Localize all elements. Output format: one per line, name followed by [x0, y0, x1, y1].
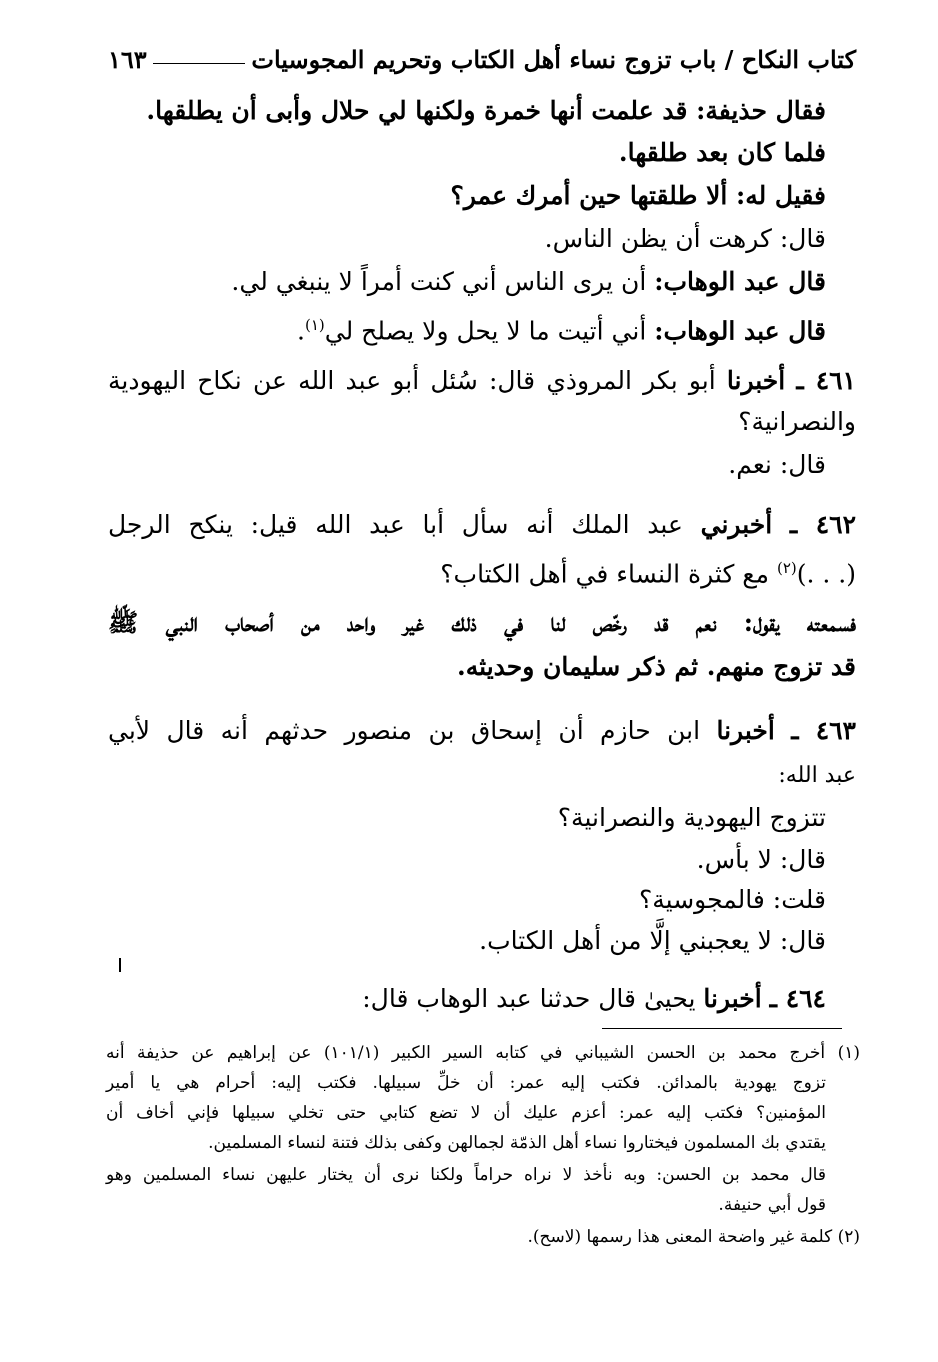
footnote-ref-1: (١) — [305, 316, 325, 334]
paragraph-463-line-3: تتزوج اليهودية والنصرانية؟ — [557, 803, 826, 832]
page-number: ١٦٣ — [108, 45, 147, 74]
narration-text: ابن حازم أن إسحاق بن منصور حدثهم أنه قال لأبي — [108, 716, 701, 745]
paragraph-461-line-3: قال: نعم. — [728, 450, 826, 479]
narration-text: أبو بكر المروذي قال: سُئل أبو عبد الله عن نكاح اليهودية — [108, 366, 716, 395]
footnote-1-line-5: قال محمد بن الحسن: وبه نأخذ لا نراه حراماً ولكنا نرى أن يختار عليهن نساء المسلمين وهو — [106, 1165, 826, 1185]
narration-keyword: أخبرني — [700, 510, 773, 539]
paragraph-461-line-2: والنصرانية؟ — [738, 407, 856, 436]
quote-text: أن يرى الناس أني كنت أمراً لا ينبغي لي. — [231, 267, 647, 296]
footnote-separator — [602, 1028, 842, 1029]
narration-keyword: أخبرنا — [726, 366, 786, 395]
narration-keyword: أخبرنا — [716, 716, 775, 745]
text-line-2: فلما كان بعد طلقها. — [618, 138, 826, 167]
paragraph-463-line-1 — [108, 712, 856, 750]
paragraph-461-line-1 — [108, 362, 856, 400]
text-line-1: فقال حذيفة: قد علمت أنها خمرة ولكنها لي حلال وأبى أن يطلقها. — [146, 96, 826, 125]
margin-mark — [119, 958, 121, 972]
item-number: ٤٦١ ـ — [796, 366, 856, 395]
paragraph-463-line-5: قلت: فالمجوسية؟ — [639, 885, 826, 914]
item-number: ٤٦٤ ـ — [769, 984, 826, 1013]
paragraph-463-line-6: قال: لا يعجبني إلَّا من أهل الكتاب. — [479, 926, 826, 955]
paragraph-462-line-3: فسمعته يقول: نعم قد رخّص لنا في ذلك غير واحد من أصحاب النبي ﷺ — [108, 608, 856, 637]
paragraph-462-line-4: قد تزوج منهم. ثم ذكر سليمان وحديثه. — [457, 652, 856, 681]
footnote-2-line-1: (٢) كلمة غير واضحة المعنى هذا رسمها (لاسح). — [527, 1227, 860, 1247]
unclear-word: (. . .) — [796, 559, 856, 589]
paragraph-463-line-4: قال: لا بأس. — [696, 845, 826, 874]
footnote-1-line-1: (١) أخرج محمد بن الحسن الشيباني في كتابه السير الكبير (١٠١/١) عن إبراهيم عن حذيفة أنه — [106, 1043, 860, 1063]
paragraph-462-line-1 — [108, 506, 856, 544]
text-line-4: قال: كرهت أن يظن الناس. — [544, 224, 826, 253]
item-number: ٤٦٣ ـ — [791, 716, 856, 745]
narration-text: مع كثرة النساء في أهل الكتاب؟ — [440, 559, 770, 589]
text-line-5 — [231, 263, 826, 301]
header-title: كتاب النكاح / باب تزوج نساء أهل الكتاب وتحريم المجوسيات — [251, 45, 856, 74]
paragraph-462-line-2 — [440, 549, 856, 593]
footnote-1-line-4: يقتدي بك المسلمون فيختاروا نساء أهل الذمّة لجمالهن وكفى بذلك فتنة لنساء المسلمين. — [208, 1133, 826, 1153]
speaker-label: قال عبد الوهاب: — [654, 316, 826, 346]
speaker-label: قال عبد الوهاب: — [654, 267, 826, 296]
footnote-1-line-3: المؤمنين؟ فكتب إليه عمر: أعزم عليك أن لا تضع كتابي حتى تخلي سبيلها فإني أخاف أن — [106, 1103, 826, 1123]
footnote-1-line-2: تزوج يهودية بالمدائن. فكتب إليه عمر: أن خلِّ سبيلها. فكتب إليه: أحرام هي يا أمير — [106, 1073, 826, 1093]
running-header — [108, 34, 856, 74]
footnote-1-line-6: قول أبي حنيفة. — [718, 1195, 826, 1215]
paragraph-464-line-1 — [362, 980, 826, 1018]
period: . — [297, 316, 305, 346]
paragraph-463-line-2: عبد الله: — [778, 763, 856, 788]
narration-keyword: أخبرنا — [703, 984, 762, 1013]
text-line-3 — [451, 177, 826, 215]
narration-text: يحيىٰ قال حدثنا عبد الوهاب قال: — [362, 984, 696, 1013]
header-rule — [153, 63, 246, 64]
item-number: ٤٦٢ ـ — [789, 510, 857, 539]
quote-text: أني أتيت ما لا يحل ولا يصلح لي — [324, 316, 647, 346]
text-line-6 — [297, 306, 826, 350]
text-line-3-content: فقيل له: ألا طلقتها حين أمرك عمر؟ — [450, 181, 826, 210]
footnote-ref-2: (٢) — [776, 559, 797, 577]
narration-text: عبد الملك أنه سأل أبا عبد الله قيل: ينكح الرجل — [108, 510, 683, 539]
